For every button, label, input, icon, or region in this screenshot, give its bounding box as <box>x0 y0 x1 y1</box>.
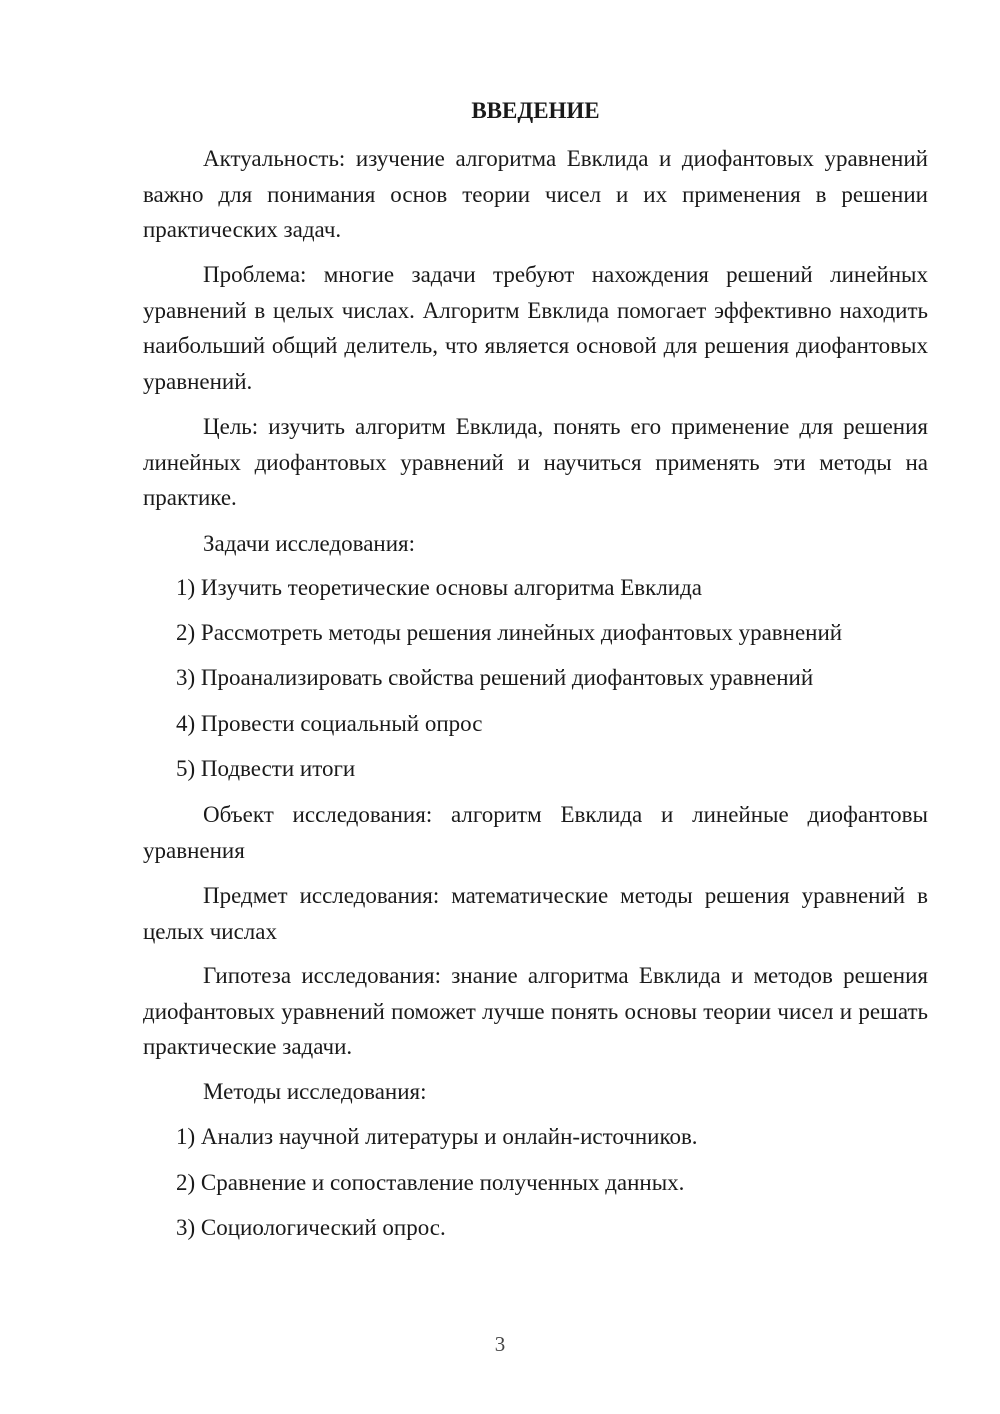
section-title: ВВЕДЕНИЕ <box>471 98 600 123</box>
method-item: 1) Анализ научной литературы и онлайн-источников. <box>176 1124 698 1149</box>
problem-paragraph: Проблема: многие задачи требуют нахождения решений линейных уравнений в целых числах. Алгоритм Евклида помогает эффективно находить наибольший общий делитель, что является основой для решения диофантовых уравнений. <box>143 262 928 394</box>
goal-paragraph: Цель: изучить алгоритм Евклида, понять его применение для решения линейных диофантовых уравнений и научиться применять эти методы на практике. <box>143 414 928 510</box>
methods-heading: Методы исследования: <box>203 1079 427 1104</box>
object-paragraph: Объект исследования: алгоритм Евклида и линейные диофантовы уравнения <box>143 802 928 863</box>
task-item: 1) Изучить теоретические основы алгоритма Евклида <box>176 575 703 600</box>
task-item: 2) Рассмотреть методы решения линейных диофантовых уравнений <box>176 620 843 645</box>
tasks-heading: Задачи исследования: <box>203 531 416 556</box>
task-item: 3) Проанализировать свойства решений диофантовых уравнений <box>176 665 814 690</box>
subject-paragraph: Предмет исследования: математические методы решения уравнений в целых числах <box>143 883 928 944</box>
task-item: 4) Провести социальный опрос <box>176 711 483 736</box>
hypothesis-paragraph: Гипотеза исследования: знание алгоритма Евклида и методов решения диофантовых уравнений поможет лучше понять основы теории чисел и решать практические задачи. <box>143 963 928 1059</box>
page-number: 3 <box>494 1332 506 1356</box>
relevance-paragraph: Актуальность: изучение алгоритма Евклида и диофантовых уравнений важно для понимания основ теории чисел и их применения в решении практических задач. <box>143 146 928 242</box>
task-item: 5) Подвести итоги <box>176 756 356 781</box>
method-item: 3) Социологический опрос. <box>176 1215 446 1240</box>
method-item: 2) Сравнение и сопоставление полученных данных. <box>176 1170 685 1195</box>
